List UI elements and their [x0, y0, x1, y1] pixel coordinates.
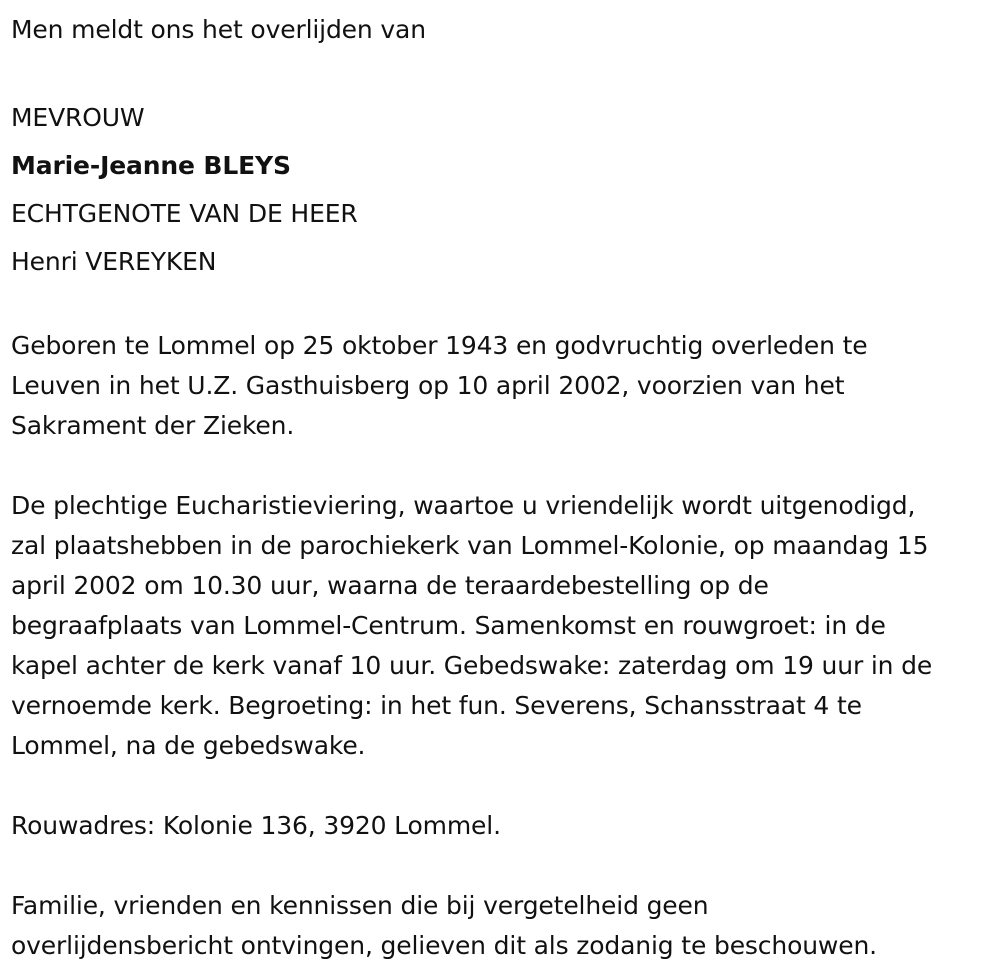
- paragraph-line: Lommel, na de gebedswake.: [11, 731, 366, 760]
- spouse-name: Henri VEREYKEN: [11, 247, 217, 276]
- spacer: [11, 766, 996, 806]
- closing-paragraph: [11, 886, 996, 966]
- mourning-address: Rouwadres: Kolonie 136, 3920 Lommel.: [11, 811, 501, 840]
- paragraph-line: zal plaatshebben in de parochiekerk van Lommel-Kolonie, op maandag 15: [11, 531, 929, 560]
- paragraph-line: overlijdensbericht ontvingen, gelieven dit als zodanig te beschouwen.: [11, 931, 877, 960]
- paragraph-line: vernoemde kerk. Begroeting: in het fun. Severens, Schansstraat 4 te: [11, 691, 862, 720]
- paragraph-line: begraafplaats van Lommel-Centrum. Samenkomst en rouwgroet: in de: [11, 611, 886, 640]
- paragraph-line: april 2002 om 10.30 uur, waarna de teraardebestelling op de: [11, 571, 769, 600]
- paragraph-line: Leuven in het U.Z. Gasthuisberg op 10 april 2002, voorzien van het: [11, 371, 845, 400]
- obituary-notice: [11, 6, 996, 966]
- spacer: [11, 54, 996, 94]
- deceased-block: [11, 94, 996, 286]
- birth-death-paragraph: [11, 326, 996, 446]
- spacer: [11, 846, 996, 886]
- paragraph-line: De plechtige Eucharistieviering, waartoe u vriendelijk wordt uitgenodigd,: [11, 491, 916, 520]
- paragraph-line: Sakrament der Zieken.: [11, 411, 295, 440]
- spacer: [11, 286, 996, 326]
- paragraph-line: Geboren te Lommel op 25 oktober 1943 en godvruchtig overleden te: [11, 331, 868, 360]
- paragraph-line: Familie, vrienden en kennissen die bij vergetelheid geen: [11, 891, 709, 920]
- deceased-name: Marie-Jeanne BLEYS: [11, 151, 291, 180]
- paragraph-line: kapel achter de kerk vanaf 10 uur. Gebedswake: zaterdag om 19 uur in de: [11, 651, 933, 680]
- intro-text: Men meldt ons het overlijden van: [11, 15, 426, 44]
- spacer: [11, 446, 996, 486]
- honorific-title: MEVROUW: [11, 103, 145, 132]
- relation-text: ECHTGENOTE VAN DE HEER: [11, 199, 358, 228]
- ceremony-paragraph: [11, 486, 996, 766]
